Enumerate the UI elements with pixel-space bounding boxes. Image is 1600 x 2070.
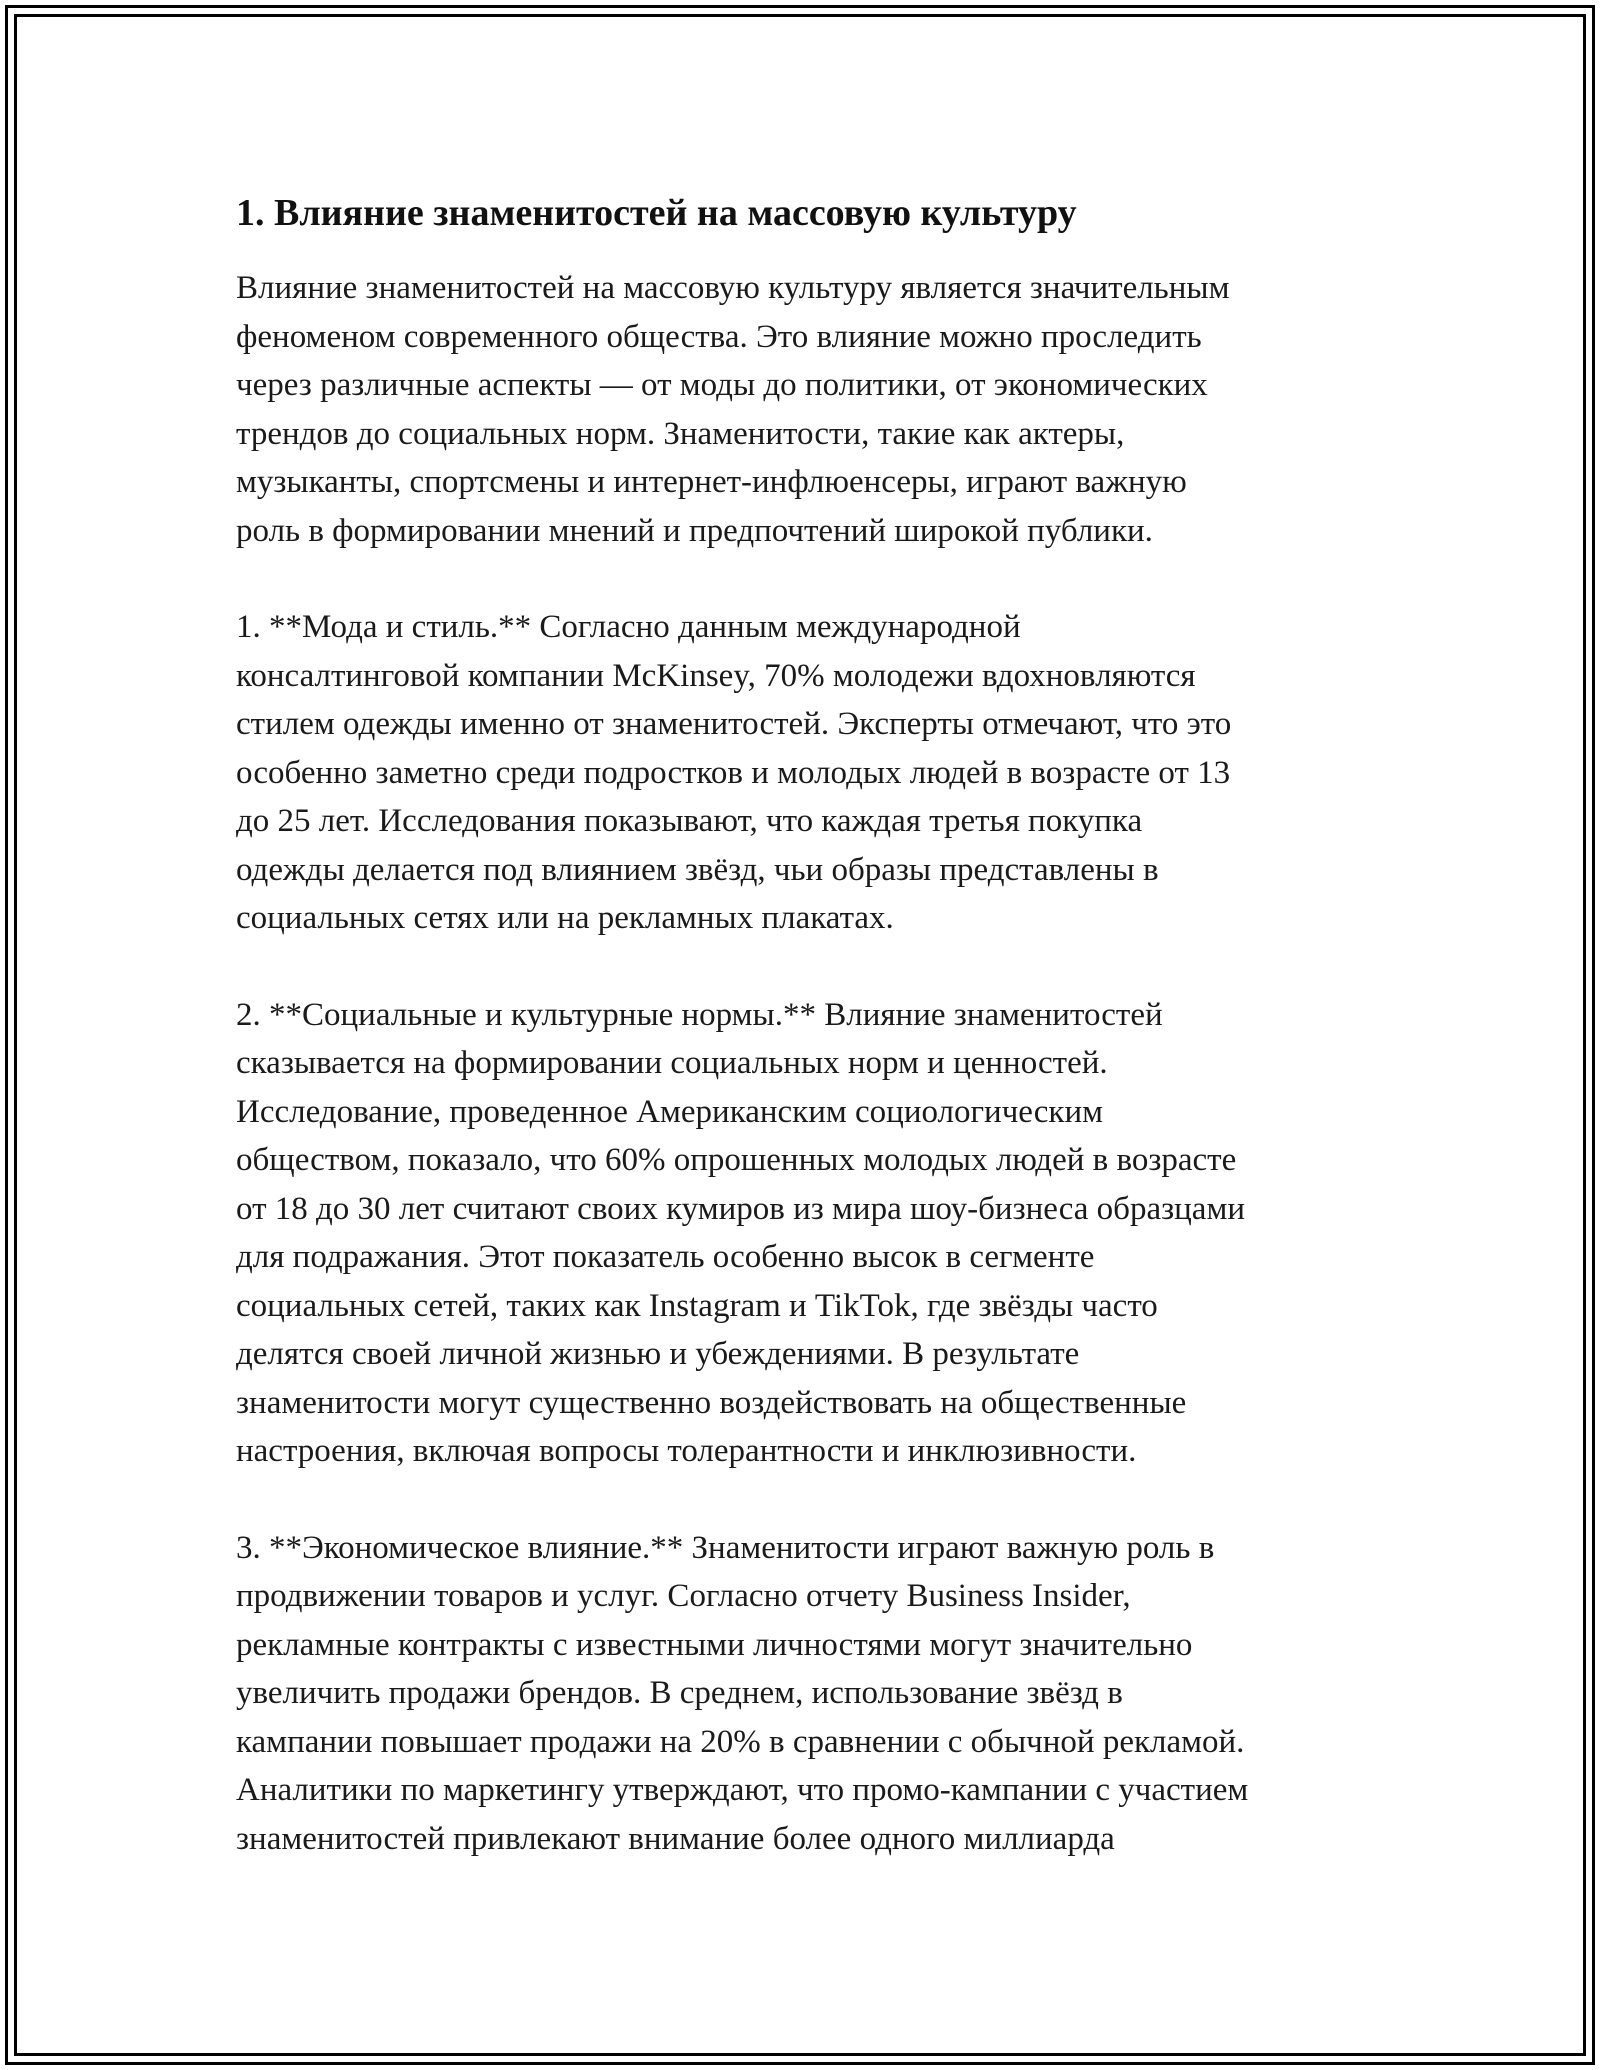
text-line: сказывается на формировании социальных норм и ценностей. [236,1045,1108,1081]
text-line: одежды делается под влиянием звёзд, чьи образы представлены в [236,851,1159,888]
text-line: рекламные контракты с известными личностями могут значительно [236,1626,1193,1663]
text-line: знаменитости могут существенно воздействовать на общественные [236,1384,1187,1421]
text-line: Исследование, проведенное Американским социологическим [236,1093,1103,1130]
text-line: настроения, включая вопросы толерантности и инклюзивности. [236,1433,1137,1469]
text-line: через различные аспекты — от моды до политики, от экономических [236,367,1208,403]
text-line: 1. **Мода и стиль.** Согласно данным международной [236,609,1021,645]
text-line: роль в формировании мнений и предпочтений широкой публики. [236,512,1153,549]
paragraph-intro [236,264,1386,555]
text-line: социальных сетях или на рекламных плакатах. [236,900,894,936]
paragraph-social-norms [236,991,1386,1476]
text-line: до 25 лет. Исследования показывают, что каждая третья покупка [236,803,1143,839]
text-line: трендов до социальных норм. Знаменитости, такие как актеры, [236,415,1125,452]
text-line: 3. **Экономическое влияние.** Знаменитости играют важную роль в [236,1529,1215,1566]
text-line: социальных сетей, таких как Instagram и TikTok, где звёзды часто [236,1287,1158,1324]
text-line: для подражания. Этот показатель особенно высок в сегменте [236,1239,1095,1275]
paragraph-fashion [236,603,1386,943]
paragraph-economic [236,1524,1386,1864]
text-line: стилем одежды именно от знаменитостей. Эксперты отмечают, что это [236,706,1232,742]
text-line: Аналитики по маркетингу утверждают, что промо-кампании с участием [236,1772,1249,1808]
text-line: Влияние знаменитостей на массовую культуру является значительным [236,270,1230,306]
text-line: консалтинговой компании McKinsey, 70% молодежи вдохновляются [236,657,1196,694]
document-heading: 1. Влияние знаменитостей на массовую культуру [236,192,1077,234]
document-page [236,186,1386,1911]
text-line: феноменом современного общества. Это влияние можно проследить [236,318,1202,355]
text-line: знаменитостей привлекают внимание более одного миллиарда [236,1820,1115,1857]
text-line: 2. **Социальные и культурные нормы.** Влияние знаменитостей [236,996,1163,1033]
text-line: музыканты, спортсмены и интернет-инфлюенсеры, играют важную [236,464,1187,500]
text-line: от 18 до 30 лет считают своих кумиров из мира шоу-бизнеса образцами [236,1190,1245,1227]
text-line: особенно заметно среди подростков и молодых людей в возрасте от 13 [236,754,1231,791]
text-line: кампании повышает продажи на 20% в сравнении с обычной рекламой. [236,1723,1245,1760]
text-line: обществом, показало, что 60% опрошенных молодых людей в возрасте [236,1142,1237,1178]
text-line: делятся своей личной жизнью и убеждениями. В результате [236,1336,1080,1372]
text-line: продвижении товаров и услуг. Согласно отчету Business Insider, [236,1578,1131,1614]
text-line: увеличить продажи брендов. В среднем, использование звёзд в [236,1675,1123,1711]
